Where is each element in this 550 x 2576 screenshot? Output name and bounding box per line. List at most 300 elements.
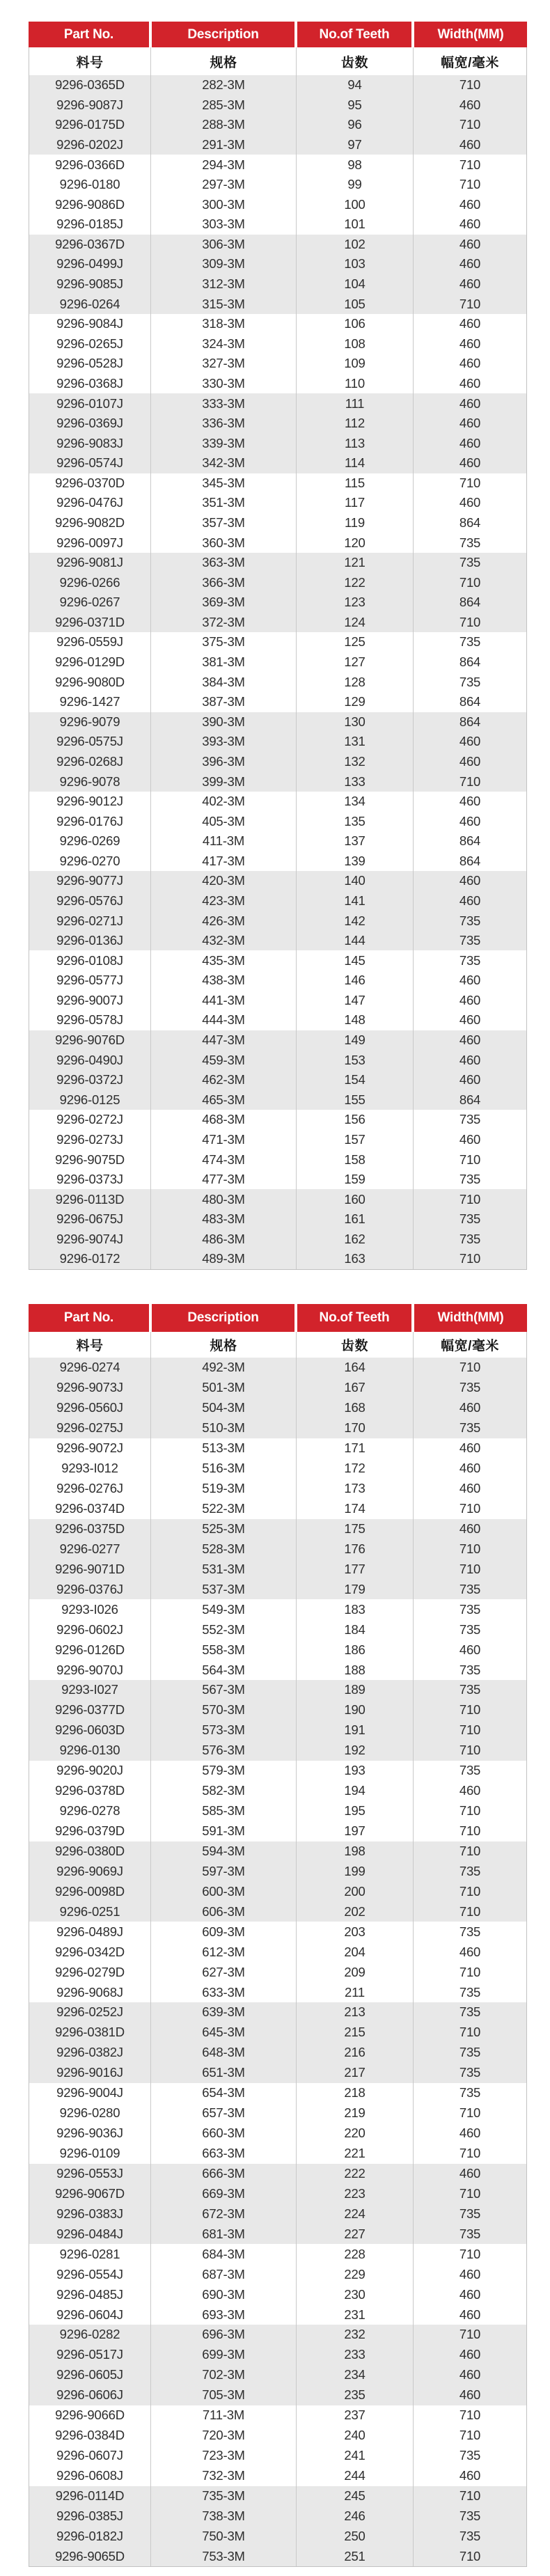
width-cell: 460 bbox=[459, 316, 481, 331]
table-row bbox=[29, 1720, 526, 1741]
description-cell: 720-3M bbox=[151, 2426, 297, 2446]
teeth-cell: 189 bbox=[297, 1680, 414, 1700]
description-cell: 471-3M bbox=[151, 1130, 297, 1150]
teeth-cell: 218 bbox=[297, 2083, 414, 2103]
table-row bbox=[29, 2264, 526, 2284]
part-no-cell: 9296-0107J bbox=[29, 393, 151, 414]
teeth-cell: 175 bbox=[297, 1519, 414, 1539]
table-row bbox=[29, 2304, 526, 2325]
teeth-cell: 119 bbox=[297, 513, 414, 533]
description-cell: 651-3M bbox=[151, 2063, 297, 2083]
teeth-cell: 188 bbox=[297, 1660, 414, 1680]
part-no-cell: 9296-9016J bbox=[29, 2063, 151, 2083]
col-header-part-no: Part No. bbox=[29, 1304, 150, 1332]
description-cell: 690-3M bbox=[151, 2284, 297, 2304]
description-cell: 699-3M bbox=[151, 2345, 297, 2365]
part-no-cell: 9296-9070J bbox=[29, 1660, 151, 1680]
width-cell: 460 bbox=[459, 1944, 481, 1959]
part-no-cell: 9296-0517J bbox=[29, 2345, 151, 2365]
teeth-cell: 123 bbox=[297, 592, 414, 613]
part-no-cell: 9296-0365D bbox=[29, 75, 151, 95]
teeth-cell: 224 bbox=[297, 2204, 414, 2224]
table-row bbox=[29, 2385, 526, 2405]
part-no-cell: 9296-0172 bbox=[29, 1249, 151, 1269]
table-row bbox=[29, 2244, 526, 2264]
description-cell: 336-3M bbox=[151, 414, 297, 434]
table-row bbox=[29, 1781, 526, 1801]
table-row bbox=[29, 533, 526, 553]
width-cell: 735 bbox=[459, 2508, 481, 2523]
teeth-cell: 98 bbox=[297, 155, 414, 175]
table-row bbox=[29, 1680, 526, 1700]
width-cell: 735 bbox=[459, 634, 481, 650]
width-cell: 710 bbox=[459, 177, 481, 192]
width-cell: 460 bbox=[459, 2266, 481, 2282]
width-cell: 460 bbox=[459, 1521, 481, 1536]
width-cell: 864 bbox=[459, 515, 481, 530]
description-cell: 558-3M bbox=[151, 1640, 297, 1660]
description-cell: 360-3M bbox=[151, 533, 297, 553]
col-subheader-width-cn: 幅宽/毫米 bbox=[441, 55, 499, 70]
teeth-cell: 246 bbox=[297, 2506, 414, 2526]
description-cell: 297-3M bbox=[151, 175, 297, 195]
width-cell: 735 bbox=[459, 1172, 481, 1187]
parts-table-1 bbox=[29, 22, 527, 1270]
description-cell: 384-3M bbox=[151, 672, 297, 692]
width-cell: 460 bbox=[459, 2367, 481, 2382]
table-body bbox=[29, 75, 526, 1269]
col-header-part-no: Part No. bbox=[29, 22, 150, 47]
description-cell: 696-3M bbox=[151, 2325, 297, 2345]
teeth-cell: 237 bbox=[297, 2405, 414, 2426]
description-cell: 537-3M bbox=[151, 1579, 297, 1599]
description-cell: 552-3M bbox=[151, 1619, 297, 1640]
part-no-cell: 9296-0114D bbox=[29, 2486, 151, 2506]
table-row bbox=[29, 2224, 526, 2244]
part-no-cell: 9296-0278 bbox=[29, 1801, 151, 1821]
teeth-cell: 94 bbox=[297, 75, 414, 95]
teeth-cell: 109 bbox=[297, 354, 414, 374]
part-no-cell: 9296-0129D bbox=[29, 652, 151, 673]
part-no-cell: 9296-0574J bbox=[29, 453, 151, 473]
teeth-cell: 230 bbox=[297, 2284, 414, 2304]
width-cell: 710 bbox=[459, 1722, 481, 1738]
part-no-cell: 9296-9065D bbox=[29, 2546, 151, 2566]
table-row bbox=[29, 1901, 526, 1922]
part-no-cell: 9296-0382J bbox=[29, 2043, 151, 2063]
width-cell: 735 bbox=[459, 1112, 481, 1127]
table-row bbox=[29, 2063, 526, 2083]
description-cell: 312-3M bbox=[151, 274, 297, 294]
width-cell: 735 bbox=[459, 1420, 481, 1436]
description-cell: 315-3M bbox=[151, 294, 297, 314]
description-cell: 711-3M bbox=[151, 2405, 297, 2426]
table-row bbox=[29, 2446, 526, 2466]
description-cell: 324-3M bbox=[151, 334, 297, 354]
part-no-cell: 9296-0576J bbox=[29, 891, 151, 911]
table-row bbox=[29, 1189, 526, 1209]
description-cell: 753-3M bbox=[151, 2546, 297, 2566]
table-row bbox=[29, 891, 526, 911]
part-no-cell: 9296-0272J bbox=[29, 1110, 151, 1130]
table-row bbox=[29, 2083, 526, 2103]
description-cell: 666-3M bbox=[151, 2164, 297, 2184]
width-cell: 735 bbox=[459, 1924, 481, 1939]
description-cell: 525-3M bbox=[151, 1519, 297, 1539]
width-cell: 460 bbox=[459, 1032, 481, 1048]
description-cell: 681-3M bbox=[151, 2224, 297, 2244]
table-row bbox=[29, 1579, 526, 1599]
table-row bbox=[29, 1700, 526, 1720]
description-cell: 750-3M bbox=[151, 2526, 297, 2546]
teeth-cell: 190 bbox=[297, 1700, 414, 1720]
table-row bbox=[29, 2123, 526, 2144]
width-cell: 460 bbox=[459, 395, 481, 411]
description-cell: 318-3M bbox=[151, 314, 297, 334]
part-no-cell: 9296-9020J bbox=[29, 1761, 151, 1781]
description-cell: 282-3M bbox=[151, 75, 297, 95]
description-cell: 369-3M bbox=[151, 592, 297, 613]
table-row bbox=[29, 254, 526, 274]
part-no-cell: 9296-0560J bbox=[29, 1398, 151, 1418]
table-row bbox=[29, 214, 526, 235]
teeth-cell: 127 bbox=[297, 652, 414, 673]
table-row bbox=[29, 1130, 526, 1150]
width-cell: 735 bbox=[459, 2065, 481, 2080]
description-cell: 399-3M bbox=[151, 771, 297, 792]
description-cell: 510-3M bbox=[151, 1418, 297, 1438]
teeth-cell: 139 bbox=[297, 851, 414, 872]
description-cell: 351-3M bbox=[151, 493, 297, 513]
parts-table-2 bbox=[29, 1304, 527, 2567]
part-no-cell: 9293-I012 bbox=[29, 1459, 151, 1479]
table-row bbox=[29, 294, 526, 314]
teeth-cell: 164 bbox=[297, 1358, 414, 1378]
width-cell: 710 bbox=[459, 77, 481, 93]
table-row bbox=[29, 2043, 526, 2063]
width-cell: 735 bbox=[459, 1662, 481, 1677]
description-cell: 570-3M bbox=[151, 1700, 297, 1720]
table-row bbox=[29, 1418, 526, 1438]
description-cell: 492-3M bbox=[151, 1358, 297, 1378]
table-row bbox=[29, 792, 526, 812]
table-header-row bbox=[29, 1304, 527, 1332]
col-subheader-part-no-cn: 料号 bbox=[29, 1332, 151, 1358]
width-cell: 460 bbox=[459, 495, 481, 510]
width-cell: 710 bbox=[459, 574, 481, 590]
teeth-cell: 203 bbox=[297, 1922, 414, 1942]
part-no-cell: 9296-0109 bbox=[29, 2144, 151, 2164]
width-cell: 460 bbox=[459, 2307, 481, 2322]
width-cell: 864 bbox=[459, 714, 481, 729]
width-cell: 710 bbox=[459, 2105, 481, 2121]
description-cell: 732-3M bbox=[151, 2466, 297, 2486]
width-cell: 710 bbox=[459, 2327, 481, 2342]
teeth-cell: 124 bbox=[297, 613, 414, 633]
description-cell: 483-3M bbox=[151, 1209, 297, 1230]
width-cell: 460 bbox=[459, 336, 481, 351]
table-row bbox=[29, 613, 526, 633]
description-cell: 390-3M bbox=[151, 712, 297, 732]
part-no-cell: 9296-0279D bbox=[29, 1962, 151, 1982]
width-cell: 460 bbox=[459, 2468, 481, 2483]
teeth-cell: 174 bbox=[297, 1499, 414, 1519]
table-row bbox=[29, 2345, 526, 2365]
width-cell: 864 bbox=[459, 853, 481, 868]
part-no-cell: 9296-0374D bbox=[29, 1499, 151, 1519]
part-no-cell: 9296-0605J bbox=[29, 2365, 151, 2385]
part-no-cell: 9296-0136J bbox=[29, 931, 151, 951]
table-row bbox=[29, 2486, 526, 2506]
description-cell: 381-3M bbox=[151, 652, 297, 673]
width-cell: 735 bbox=[459, 2448, 481, 2463]
teeth-cell: 130 bbox=[297, 712, 414, 732]
table-row bbox=[29, 1539, 526, 1559]
description-cell: 564-3M bbox=[151, 1660, 297, 1680]
table-row bbox=[29, 1922, 526, 1942]
table-row bbox=[29, 1942, 526, 1962]
description-cell: 660-3M bbox=[151, 2123, 297, 2144]
table-row bbox=[29, 2023, 526, 2043]
width-cell: 710 bbox=[459, 2428, 481, 2443]
table-row bbox=[29, 235, 526, 255]
part-no-cell: 9296-9081J bbox=[29, 553, 151, 573]
part-no-cell: 9296-0606J bbox=[29, 2385, 151, 2405]
teeth-cell: 134 bbox=[297, 792, 414, 812]
col-subheader-width-cn: 幅宽/毫米 bbox=[441, 1339, 499, 1353]
description-cell: 654-3M bbox=[151, 2083, 297, 2103]
width-cell: 864 bbox=[459, 694, 481, 709]
teeth-cell: 229 bbox=[297, 2264, 414, 2284]
description-cell: 474-3M bbox=[151, 1149, 297, 1170]
table-row bbox=[29, 811, 526, 831]
width-cell: 710 bbox=[459, 1251, 481, 1266]
teeth-cell: 216 bbox=[297, 2043, 414, 2063]
teeth-cell: 200 bbox=[297, 1881, 414, 1901]
width-cell: 460 bbox=[459, 1400, 481, 1415]
table-row bbox=[29, 1962, 526, 1982]
teeth-cell: 153 bbox=[297, 1050, 414, 1070]
description-cell: 459-3M bbox=[151, 1050, 297, 1070]
table-row bbox=[29, 1010, 526, 1030]
teeth-cell: 173 bbox=[297, 1479, 414, 1499]
table-row bbox=[29, 2365, 526, 2385]
description-cell: 600-3M bbox=[151, 1881, 297, 1901]
teeth-cell: 104 bbox=[297, 274, 414, 294]
part-no-cell: 9296-0280 bbox=[29, 2103, 151, 2123]
width-cell: 864 bbox=[459, 595, 481, 610]
teeth-cell: 170 bbox=[297, 1418, 414, 1438]
part-no-cell: 9296-9004J bbox=[29, 2083, 151, 2103]
width-cell: 460 bbox=[459, 217, 481, 232]
description-cell: 435-3M bbox=[151, 950, 297, 971]
part-no-cell: 9296-0370D bbox=[29, 473, 151, 494]
teeth-cell: 179 bbox=[297, 1579, 414, 1599]
description-cell: 657-3M bbox=[151, 2103, 297, 2123]
teeth-cell: 202 bbox=[297, 1901, 414, 1922]
teeth-cell: 142 bbox=[297, 911, 414, 931]
description-cell: 462-3M bbox=[151, 1070, 297, 1090]
table-row bbox=[29, 1741, 526, 1761]
width-cell: 735 bbox=[459, 1863, 481, 1878]
part-no-cell: 9296-0380D bbox=[29, 1841, 151, 1862]
table-row bbox=[29, 692, 526, 712]
table-row bbox=[29, 911, 526, 931]
description-cell: 303-3M bbox=[151, 214, 297, 235]
teeth-cell: 172 bbox=[297, 1459, 414, 1479]
description-cell: 684-3M bbox=[151, 2244, 297, 2264]
width-cell: 735 bbox=[459, 1682, 481, 1697]
part-no-cell: 9296-0602J bbox=[29, 1619, 151, 1640]
description-cell: 648-3M bbox=[151, 2043, 297, 2063]
teeth-cell: 232 bbox=[297, 2325, 414, 2345]
table-row bbox=[29, 712, 526, 732]
teeth-cell: 102 bbox=[297, 235, 414, 255]
width-cell: 460 bbox=[459, 1440, 481, 1456]
description-cell: 531-3M bbox=[151, 1559, 297, 1579]
col-header-width: Width(MM) bbox=[413, 1304, 527, 1332]
description-cell: 447-3M bbox=[151, 1030, 297, 1051]
part-no-cell: 9296-9074J bbox=[29, 1230, 151, 1250]
description-cell: 438-3M bbox=[151, 971, 297, 991]
description-cell: 591-3M bbox=[151, 1821, 297, 1841]
table-row bbox=[29, 1209, 526, 1230]
teeth-cell: 194 bbox=[297, 1781, 414, 1801]
table-row bbox=[29, 1761, 526, 1781]
part-no-cell: 9296-0369J bbox=[29, 414, 151, 434]
table-row bbox=[29, 851, 526, 872]
table-row bbox=[29, 135, 526, 155]
teeth-cell: 155 bbox=[297, 1090, 414, 1110]
teeth-cell: 135 bbox=[297, 811, 414, 831]
width-cell: 710 bbox=[459, 2408, 481, 2423]
table-row bbox=[29, 194, 526, 214]
width-cell: 735 bbox=[459, 1211, 481, 1227]
table-grid bbox=[29, 1332, 527, 2567]
teeth-cell: 192 bbox=[297, 1741, 414, 1761]
table-row bbox=[29, 2204, 526, 2224]
teeth-cell: 115 bbox=[297, 473, 414, 494]
width-cell: 460 bbox=[459, 1783, 481, 1798]
table-row bbox=[29, 871, 526, 891]
description-cell: 441-3M bbox=[151, 991, 297, 1011]
part-no-cell: 9296-0554J bbox=[29, 2264, 151, 2284]
table-row bbox=[29, 2405, 526, 2426]
table-row bbox=[29, 374, 526, 394]
description-cell: 333-3M bbox=[151, 393, 297, 414]
table-row bbox=[29, 1619, 526, 1640]
description-cell: 393-3M bbox=[151, 732, 297, 752]
table-row bbox=[29, 1640, 526, 1660]
width-cell: 460 bbox=[459, 416, 481, 431]
width-cell: 460 bbox=[459, 2165, 481, 2181]
part-no-cell: 9296-0384D bbox=[29, 2426, 151, 2446]
description-cell: 417-3M bbox=[151, 851, 297, 872]
teeth-cell: 156 bbox=[297, 1110, 414, 1130]
part-no-cell: 9296-9075D bbox=[29, 1149, 151, 1170]
description-cell: 687-3M bbox=[151, 2264, 297, 2284]
description-cell: 504-3M bbox=[151, 1398, 297, 1418]
table-row bbox=[29, 1660, 526, 1680]
width-cell: 710 bbox=[459, 296, 481, 311]
table-row bbox=[29, 2526, 526, 2546]
teeth-cell: 162 bbox=[297, 1230, 414, 1250]
description-cell: 342-3M bbox=[151, 453, 297, 473]
part-no-cell: 9296-9085J bbox=[29, 274, 151, 294]
teeth-cell: 159 bbox=[297, 1170, 414, 1190]
teeth-cell: 125 bbox=[297, 632, 414, 652]
table-row bbox=[29, 2466, 526, 2486]
col-subheader-description-cn: 规格 bbox=[151, 1332, 297, 1358]
table-row bbox=[29, 513, 526, 533]
part-no-cell: 9293-I026 bbox=[29, 1599, 151, 1619]
part-no-cell: 9296-0476J bbox=[29, 493, 151, 513]
part-no-cell: 9296-0180 bbox=[29, 175, 151, 195]
teeth-cell: 120 bbox=[297, 533, 414, 553]
width-cell: 735 bbox=[459, 1380, 481, 1395]
part-no-cell: 9296-9079 bbox=[29, 712, 151, 732]
table-body bbox=[29, 1358, 526, 2566]
teeth-cell: 132 bbox=[297, 752, 414, 772]
part-no-cell: 9296-9082D bbox=[29, 513, 151, 533]
description-cell: 309-3M bbox=[151, 254, 297, 274]
width-cell: 460 bbox=[459, 256, 481, 272]
table-row bbox=[29, 1149, 526, 1170]
table-row bbox=[29, 2506, 526, 2526]
width-cell: 460 bbox=[459, 813, 481, 828]
width-cell: 864 bbox=[459, 654, 481, 670]
part-no-cell: 9296-9083J bbox=[29, 433, 151, 453]
description-cell: 420-3M bbox=[151, 871, 297, 891]
teeth-cell: 209 bbox=[297, 1962, 414, 1982]
part-no-cell: 9293-I027 bbox=[29, 1680, 151, 1700]
width-cell: 735 bbox=[459, 913, 481, 928]
width-cell: 460 bbox=[459, 375, 481, 391]
width-cell: 864 bbox=[459, 833, 481, 849]
teeth-cell: 101 bbox=[297, 214, 414, 235]
teeth-cell: 177 bbox=[297, 1559, 414, 1579]
table-row bbox=[29, 2164, 526, 2184]
width-cell: 460 bbox=[459, 97, 481, 112]
part-no-cell: 9296-0383J bbox=[29, 2204, 151, 2224]
teeth-cell: 234 bbox=[297, 2365, 414, 2385]
teeth-cell: 199 bbox=[297, 1861, 414, 1881]
width-cell: 735 bbox=[459, 535, 481, 550]
description-cell: 645-3M bbox=[151, 2023, 297, 2043]
table-row bbox=[29, 991, 526, 1011]
teeth-cell: 171 bbox=[297, 1438, 414, 1459]
width-cell: 460 bbox=[459, 455, 481, 471]
part-no-cell: 9296-9084J bbox=[29, 314, 151, 334]
teeth-cell: 160 bbox=[297, 1189, 414, 1209]
part-no-cell: 9296-0282 bbox=[29, 2325, 151, 2345]
description-cell: 723-3M bbox=[151, 2446, 297, 2466]
description-cell: 501-3M bbox=[151, 1378, 297, 1398]
width-cell: 460 bbox=[459, 356, 481, 371]
width-cell: 710 bbox=[459, 1152, 481, 1167]
description-cell: 738-3M bbox=[151, 2506, 297, 2526]
table-row bbox=[29, 155, 526, 175]
description-cell: 444-3M bbox=[151, 1010, 297, 1030]
table-row bbox=[29, 732, 526, 752]
description-cell: 549-3M bbox=[151, 1599, 297, 1619]
description-cell: 612-3M bbox=[151, 1942, 297, 1962]
teeth-cell: 100 bbox=[297, 194, 414, 214]
part-no-cell: 9296-9007J bbox=[29, 991, 151, 1011]
table-row bbox=[29, 1050, 526, 1070]
width-cell: 710 bbox=[459, 2185, 481, 2201]
part-no-cell: 9296-0559J bbox=[29, 632, 151, 652]
